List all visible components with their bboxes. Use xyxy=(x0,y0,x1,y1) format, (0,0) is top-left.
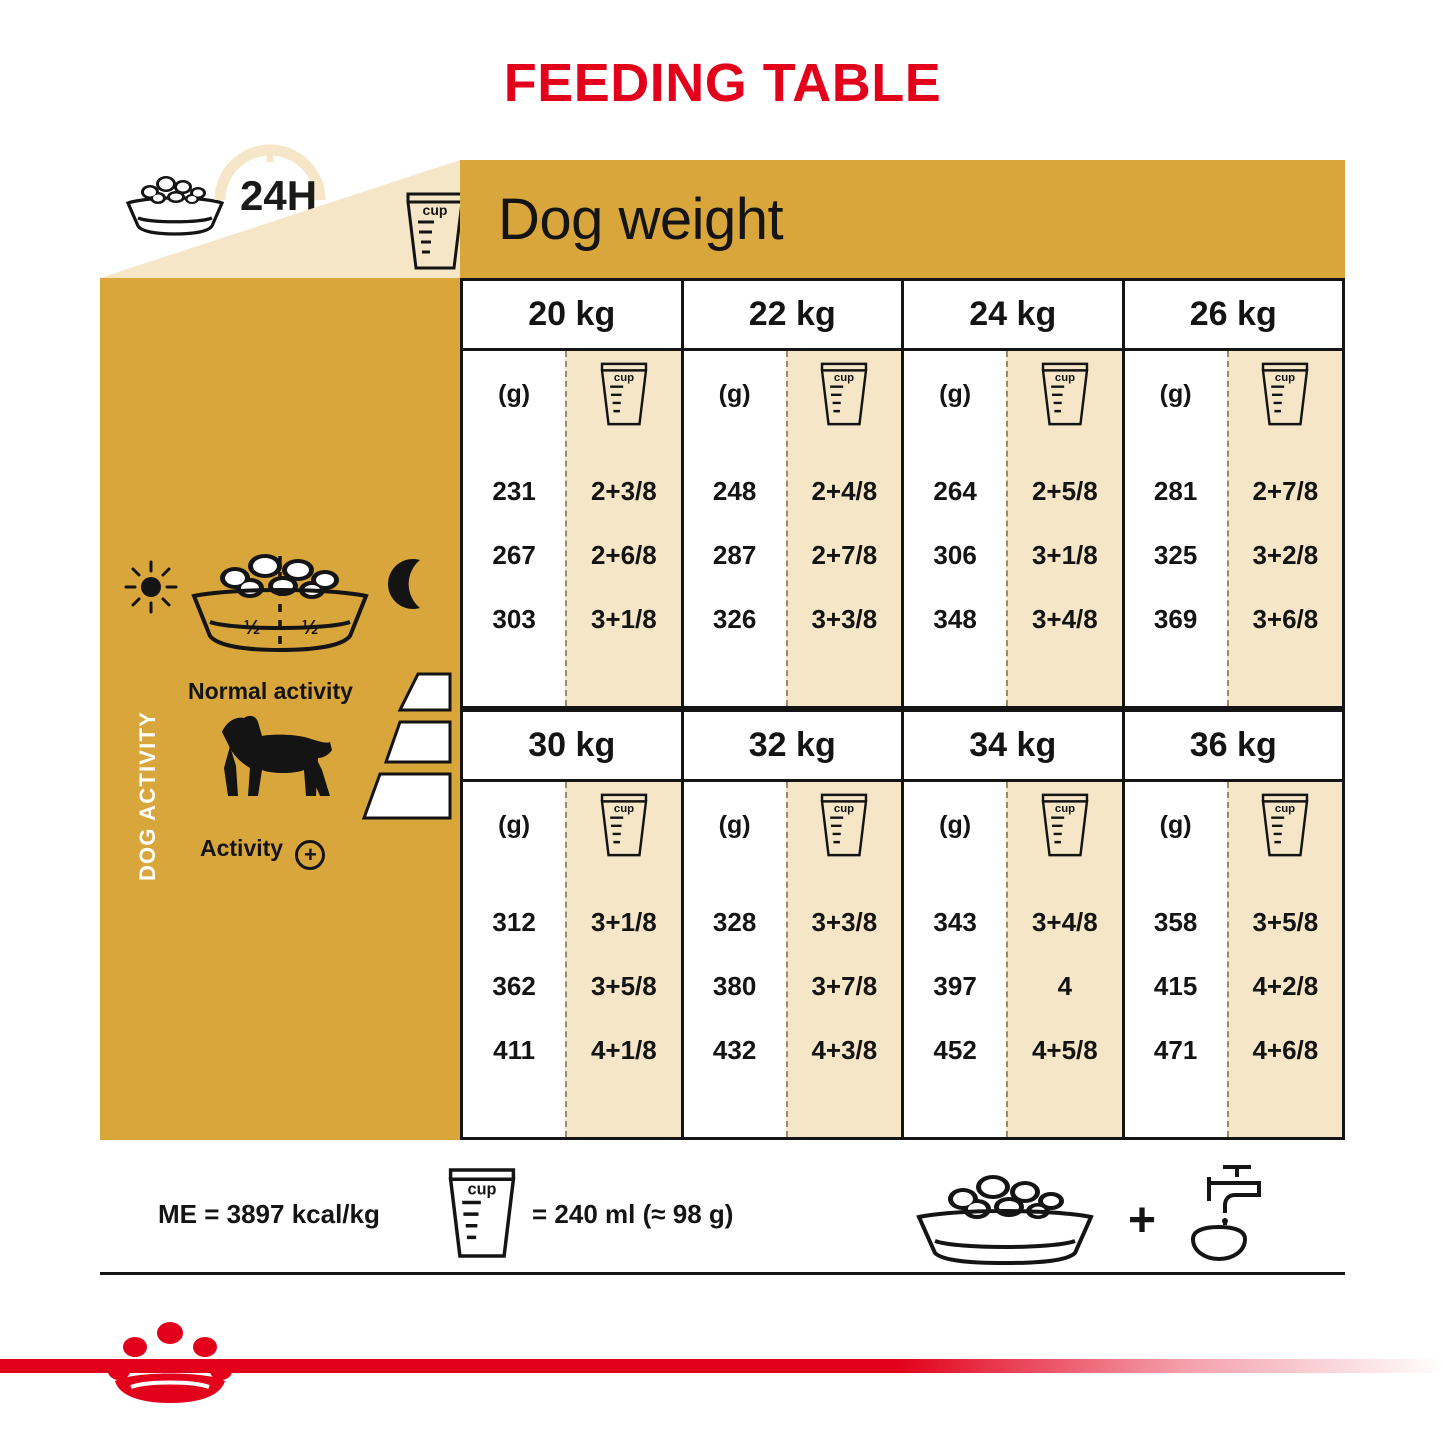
cup-value: 2+4/8 xyxy=(811,475,878,506)
grams-value: 369 xyxy=(1153,603,1198,634)
weight-header-cell: 26 kg xyxy=(1122,278,1346,351)
grams-value: 432 xyxy=(712,1034,757,1065)
activity-plus-label xyxy=(200,835,325,870)
svg-text:cup: cup xyxy=(1275,371,1296,384)
svg-text:cup: cup xyxy=(834,802,855,815)
grams-value: 287 xyxy=(712,539,757,570)
weight-block-1 xyxy=(460,278,1345,709)
cup-column xyxy=(1227,351,1342,706)
activity-bars-icon xyxy=(340,670,460,825)
dog-bowl-icon xyxy=(905,1173,1105,1265)
dog-activity-column xyxy=(100,278,460,1140)
plus-icon: + xyxy=(1128,1194,1157,1247)
cup-value: 3+1/8 xyxy=(590,603,657,634)
cup-unit-icon xyxy=(595,351,653,437)
cup-value: 3+6/8 xyxy=(1252,603,1319,634)
cup-icon xyxy=(1256,790,1314,860)
cup-column xyxy=(565,782,680,1137)
water-tap-icon xyxy=(1175,1161,1290,1266)
grams-value: 281 xyxy=(1153,475,1198,506)
weight-block-2 xyxy=(460,709,1345,1140)
weight-body-2 xyxy=(460,782,1345,1140)
cup-column xyxy=(1006,351,1121,706)
cup-icon xyxy=(1036,359,1094,429)
cup-value: 3+4/8 xyxy=(1031,906,1098,937)
grams-value: 411 xyxy=(493,1034,536,1065)
cup-value: 4+3/8 xyxy=(811,1034,878,1065)
cup-unit-icon xyxy=(1256,782,1314,868)
grams-column xyxy=(463,782,565,1137)
weight-header-cell: 20 kg xyxy=(460,278,681,351)
svg-text:½: ½ xyxy=(301,617,319,639)
cup-unit-icon xyxy=(1256,351,1314,437)
half-half-bowl-icon xyxy=(180,548,380,658)
svg-text:cup: cup xyxy=(613,802,634,815)
weight-group xyxy=(901,782,1122,1140)
cup-icon xyxy=(595,790,653,860)
cup-icon xyxy=(1256,359,1314,429)
cup-icon xyxy=(440,1163,524,1263)
grams-column xyxy=(684,351,786,706)
cup-value: 3+3/8 xyxy=(811,906,878,937)
cup-column xyxy=(565,351,680,706)
grams-value: 362 xyxy=(492,970,536,1001)
sun-icon xyxy=(122,558,180,616)
grams-value: 380 xyxy=(712,970,757,1001)
grams-value: 303 xyxy=(492,603,536,634)
page-title: FEEDING TABLE xyxy=(503,53,942,113)
cup-value: 2+6/8 xyxy=(590,539,657,570)
grams-unit-label: (g) xyxy=(1159,810,1192,839)
cup-value: 4+1/8 xyxy=(590,1034,657,1065)
grams-column xyxy=(1125,782,1227,1137)
weight-group xyxy=(460,351,681,709)
cup-icon xyxy=(595,359,653,429)
normal-activity-label: Normal activity xyxy=(188,678,353,704)
moon-icon xyxy=(386,558,432,610)
svg-text:cup: cup xyxy=(1054,802,1075,815)
cup-unit-icon xyxy=(815,351,873,437)
svg-text:cup: cup xyxy=(834,371,855,384)
weight-header-cell: 32 kg xyxy=(681,709,902,782)
grams-unit-label: (g) xyxy=(939,379,972,408)
grams-value: 326 xyxy=(712,603,757,634)
grams-value: 231 xyxy=(492,475,536,506)
cup-value: 3+5/8 xyxy=(590,970,657,1001)
cup-value: 4+5/8 xyxy=(1031,1034,1098,1065)
weight-header-row-1 xyxy=(460,278,1345,351)
weight-group xyxy=(681,782,902,1140)
grams-value: 415 xyxy=(1153,970,1198,1001)
feeding-data-grid xyxy=(460,278,1345,1140)
grams-value: 343 xyxy=(933,906,977,937)
metabolizable-energy-text: ME = 3897 kcal/kg xyxy=(158,1199,380,1229)
grams-value: 471 xyxy=(1153,1034,1198,1065)
cup-unit-icon xyxy=(1036,351,1094,437)
weight-header-row-2 xyxy=(460,709,1345,782)
weight-header-cell: 22 kg xyxy=(681,278,902,351)
grams-value: 452 xyxy=(933,1034,977,1065)
svg-text:cup: cup xyxy=(1275,802,1296,815)
cup-value: 3+7/8 xyxy=(811,970,878,1001)
dog-activity-label: DOG ACTIVITY xyxy=(135,710,160,882)
grams-value: 358 xyxy=(1153,906,1198,937)
weight-header-cell: 30 kg xyxy=(460,709,681,782)
cup-value: 4+6/8 xyxy=(1252,1034,1319,1065)
grams-unit-label: (g) xyxy=(718,810,751,839)
cup-icon xyxy=(1036,790,1094,860)
grams-column xyxy=(904,782,1006,1137)
cup-value: 3+5/8 xyxy=(1252,906,1319,937)
grams-value: 264 xyxy=(933,475,977,506)
footer-divider xyxy=(100,1272,1345,1275)
cup-value: 3+4/8 xyxy=(1031,603,1098,634)
svg-text:cup: cup xyxy=(1054,371,1075,384)
grams-unit-label: (g) xyxy=(498,379,531,408)
cup-value: 3+1/8 xyxy=(1031,539,1098,570)
cup-column xyxy=(786,351,901,706)
grams-value: 325 xyxy=(1153,539,1198,570)
grams-value: 312 xyxy=(492,906,536,937)
cup-value: 2+3/8 xyxy=(590,475,657,506)
weight-header-cell: 34 kg xyxy=(901,709,1122,782)
svg-text:cup: cup xyxy=(613,371,634,384)
cup-column xyxy=(1227,782,1342,1137)
grams-value: 306 xyxy=(933,539,977,570)
cup-value: 2+7/8 xyxy=(1252,475,1319,506)
cup-value: 4+2/8 xyxy=(1252,970,1319,1001)
cup-column xyxy=(1006,782,1121,1137)
plus-icon: + xyxy=(295,840,325,870)
cup-value: 2+7/8 xyxy=(811,539,878,570)
grams-column xyxy=(463,351,565,706)
grams-value: 267 xyxy=(492,539,536,570)
grams-unit-label: (g) xyxy=(498,810,531,839)
weight-group xyxy=(1122,351,1346,709)
cup-value: 3+3/8 xyxy=(811,603,878,634)
grams-value: 248 xyxy=(712,475,757,506)
grams-unit-label: (g) xyxy=(718,379,751,408)
cup-equivalence-text: = 240 ml (≈ 98 g) xyxy=(532,1199,734,1229)
activity-text: Activity xyxy=(200,835,284,861)
cup-value: 4 xyxy=(1057,970,1073,1001)
cup-unit-icon xyxy=(595,782,653,868)
grams-unit-label: (g) xyxy=(939,810,972,839)
cup-icon xyxy=(815,359,873,429)
cup-unit-icon xyxy=(815,782,873,868)
weight-header-cell: 24 kg xyxy=(901,278,1122,351)
grams-value: 397 xyxy=(933,970,977,1001)
cup-icon xyxy=(815,790,873,860)
svg-text:cup: cup xyxy=(467,1180,497,1199)
weight-group xyxy=(460,782,681,1140)
svg-text:cup: cup xyxy=(422,202,448,218)
cup-column xyxy=(786,782,901,1137)
24h-label: 24H xyxy=(240,172,318,219)
weight-group xyxy=(901,351,1122,709)
cup-unit-icon xyxy=(1036,782,1094,868)
grams-column xyxy=(684,782,786,1137)
dog-weight-label: Dog weight xyxy=(498,186,784,252)
grams-column xyxy=(904,351,1006,706)
weight-group xyxy=(681,351,902,709)
royal-canin-crown-logo xyxy=(105,1319,235,1405)
svg-text:½: ½ xyxy=(243,617,261,639)
feeding-table xyxy=(100,160,1345,1140)
cup-value: 3+1/8 xyxy=(590,906,657,937)
grams-column xyxy=(1125,351,1227,706)
weight-header-cell: 36 kg xyxy=(1122,709,1346,782)
dog-weight-header xyxy=(460,160,1345,278)
weight-group xyxy=(1122,782,1346,1140)
weight-body-1 xyxy=(460,351,1345,709)
dog-silhouette-icon xyxy=(210,710,340,815)
grams-value: 348 xyxy=(933,603,977,634)
cup-value: 3+2/8 xyxy=(1252,539,1319,570)
grams-unit-label: (g) xyxy=(1159,379,1192,408)
grams-value: 328 xyxy=(712,906,757,937)
cup-value: 2+5/8 xyxy=(1031,475,1098,506)
footer-legend xyxy=(100,1155,1345,1270)
